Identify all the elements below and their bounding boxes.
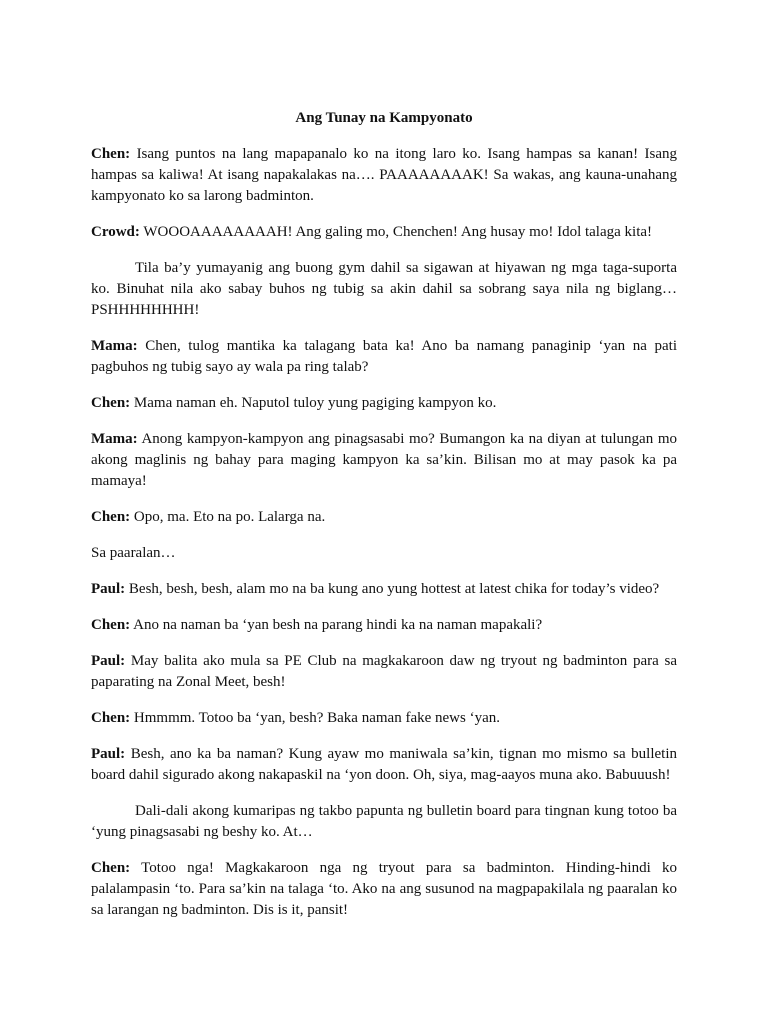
dialogue-paragraph — [91, 222, 677, 243]
dialogue-paragraph — [91, 429, 677, 492]
dialogue-text: Anong kampyon-kampyon ang pinagsasabi mo? Bumangon ka na diyan at tulungan mo akong maglinis ng bahay para maging kampyon ka sa’kin. Bilisan mo at may pasok ka pa mamaya! — [91, 431, 677, 489]
speaker-label: Mama: — [91, 338, 138, 354]
speaker-label: Paul: — [91, 653, 126, 669]
dialogue-paragraph — [91, 336, 677, 378]
dialogue-paragraph — [91, 579, 677, 600]
document-page — [91, 108, 677, 936]
dialogue-text: Hmmmm. Totoo ba ‘yan, besh? Baka naman fake news ‘yan. — [133, 710, 500, 726]
speaker-label: Paul: — [91, 746, 126, 762]
dialogue-text: Isang puntos na lang mapapanalo ko na itong laro ko. Isang hampas sa kanan! Isang hampas sa kaliwa! At isang napakalakas na…. PAAAAAAAAK! Sa wakas, ang kauna-unahang kampyonato ko sa larong badminton. — [91, 146, 677, 204]
dialogue-paragraph — [91, 144, 677, 207]
dialogue-text: Besh, ano ka ba naman? Kung ayaw mo maniwala sa’kin, tignan mo mismo sa bulletin board dahil sigurado akong nakapaskil na ‘yon doon. Oh, siya, mag-aayos muna ako. Babuuush! — [91, 746, 678, 783]
dialogue-paragraph — [91, 615, 677, 636]
speaker-label: Mama: — [91, 431, 138, 447]
speaker-label: Chen: — [91, 509, 131, 525]
dialogue-text: Mama naman eh. Naputol tuloy yung pagiging kampyon ko. — [133, 395, 497, 411]
narration-paragraph: Tila ba’y yumayanig ang buong gym dahil sa sigawan at hiyawan ng mga taga-suporta ko. Binuhat nila ako sabay buhos ng tubig sa akin dahil sa sobrang saya nila ng biglang… PSHHHHHHHH! — [91, 260, 677, 318]
narration-paragraph: Dali-dali akong kumaripas ng takbo papunta ng bulletin board para tingnan kung totoo ba ‘yung pinagsasabi ng beshy ko. At… — [91, 803, 677, 840]
dialogue-text: Opo, ma. Eto na po. Lalarga na. — [133, 509, 326, 525]
speaker-label: Chen: — [91, 710, 131, 726]
dialogue-text: WOOOAAAAAAAAH! Ang galing mo, Chenchen! Ang husay mo! Idol talaga kita! — [143, 224, 653, 240]
speaker-label: Chen: — [91, 860, 131, 876]
document-title: Ang Tunay na Kampyonato — [295, 110, 473, 126]
dialogue-paragraph — [91, 708, 677, 729]
speaker-label: Chen: — [91, 617, 131, 633]
dialogue-text: Ano na naman ba ‘yan besh na parang hindi ka na naman mapakali? — [133, 617, 543, 633]
dialogue-text: May balita ako mula sa PE Club na magkakaroon daw ng tryout ng badminton para sa paparating na Zonal Meet, besh! — [91, 653, 678, 690]
dialogue-paragraph — [91, 507, 677, 528]
speaker-label: Chen: — [91, 395, 131, 411]
dialogue-paragraph — [91, 744, 677, 786]
dialogue-text: Chen, tulog mantika ka talagang bata ka! Ano ba namang panaginip ‘yan na pati pagbuhos ng tubig sayo ay wala pa ring talab? — [91, 338, 677, 375]
dialogue-text: Besh, besh, besh, alam mo na ba kung ano yung hottest at latest chika for today’s video? — [128, 581, 660, 597]
speaker-label: Chen: — [91, 146, 131, 162]
dialogue-paragraph — [91, 651, 677, 693]
dialogue-paragraph — [91, 858, 677, 921]
dialogue-paragraph — [91, 393, 677, 414]
speaker-label: Crowd: — [91, 224, 140, 240]
speaker-label: Paul: — [91, 581, 126, 597]
dialogue-text: Totoo nga! Magkakaroon nga ng tryout para sa badminton. Hinding-hindi ko palalampasin ‘to. Para sa’kin na talaga ‘to. Ako na ang susunod na magpapakilala ng paaralan ko sa larangan ng badminton. Dis is it, pansit! — [91, 860, 677, 918]
scene-transition: Sa paaralan… — [91, 545, 176, 561]
